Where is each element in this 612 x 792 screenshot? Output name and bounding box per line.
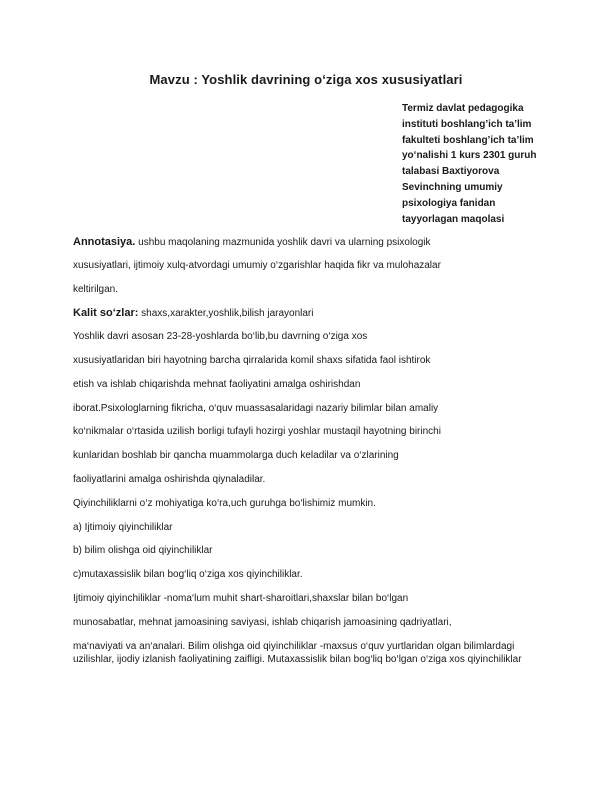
paragraph-line: faoliyatlarini amalga oshirishda qiynaladilar.: [73, 473, 266, 485]
annotation-line: xususiyatlari, ijtimoiy xulq-atvordagi umumiy o‘zgarishlar haqida fikr va mulohazalar: [73, 259, 441, 271]
author-line: talabasi Baxtiyorova: [402, 166, 500, 178]
document-body: [73, 235, 553, 666]
keywords-line: [73, 306, 553, 330]
annotation-text: ushbu maqolaning mazmunida yoshlik davri va ularning psixologik: [135, 237, 431, 248]
document-title: Mavzu : Yoshlik davrining o‘ziga xos xususiyatlari: [149, 72, 463, 87]
author-line: fakulteti boshlang’ich ta’lim: [402, 134, 534, 146]
paragraph-line: Yoshlik davri asosan 23-28-yoshlarda bo‘lib,bu davrning o‘ziga xos: [73, 331, 368, 343]
paragraph-line: ko‘nikmalar o‘rtasida uzilish borligi tufayli hozirgi yoshlar mustaqil hayotning birinchi: [73, 426, 441, 438]
paragraph-line: ma‘naviyati va an‘analari. Bilim olishga oid qiyinchiliklar -maxsus o‘quv yurtlaridan olgan bilimlardagi: [73, 640, 515, 652]
paragraph-line: uzilishlar, ijodiy izlanish faoliyatining zaifligi. Mutaxassislik bilan bog‘liq bo‘lgan o‘ziga xos qiyinchiliklar: [73, 653, 522, 665]
paragraph-line: etish va ishlab chiqarishda mehnat faoliyatini amalga oshirishdan: [73, 378, 361, 390]
paragraph-line: Ijtimoiy qiyinchiliklar -noma‘lum muhit shart-sharoitlari,shaxslar bilan bo‘lgan: [73, 592, 409, 604]
list-item: a) Ijtimoiy qiyinchiliklar: [73, 521, 173, 533]
author-line: instituti boshlang’ich ta’lim: [402, 118, 532, 130]
author-line: tayyorlagan maqolasi: [402, 213, 505, 225]
author-block: [402, 101, 572, 227]
annotation-line: keltirilgan.: [73, 283, 119, 295]
author-line: psixologiya fanidan: [402, 197, 496, 209]
author-line: Termiz davlat pedagogika: [402, 103, 524, 114]
annotation-line: [73, 235, 553, 259]
author-line: yo‘nalishi 1 kurs 2301 guruh: [402, 150, 537, 162]
paragraph-line: kunlaridan boshlab bir qancha muammolarga duch keladilar va o‘zlarining: [73, 450, 399, 462]
keywords-label: Kalit so‘zlar:: [73, 307, 139, 320]
paragraph-line: Qiyinchiliklarni o‘z mohiyatiga ko‘ra,uch guruhga bo‘lishimiz mumkin.: [73, 497, 376, 509]
paragraph-line: iborat.Psixologlarning fikricha, o‘quv muassasalaridagi nazariy bilimlar bilan amaliy: [73, 402, 439, 414]
annotation-label: Annotasiya.: [73, 236, 136, 248]
list-item: c)mutaxassislik bilan bog‘liq o‘ziga xos qiyinchiliklar.: [73, 569, 303, 581]
paragraph-line: xususiyatlaridan biri hayotning barcha qirralarida komil shaxs sifatida faol ishtirok: [73, 354, 431, 366]
keywords-text: shaxs,xarakter,yoshlik,bilish jarayonlari: [138, 308, 314, 320]
paragraph-line: munosabatlar, mehnat jamoasining saviyasi, ishlab chiqarish jamoasining qadriyatlari,: [73, 616, 452, 628]
list-item: b) bilim olishga oid qiyinchiliklar: [73, 545, 213, 557]
author-line: Sevinchning umumiy: [402, 181, 503, 193]
